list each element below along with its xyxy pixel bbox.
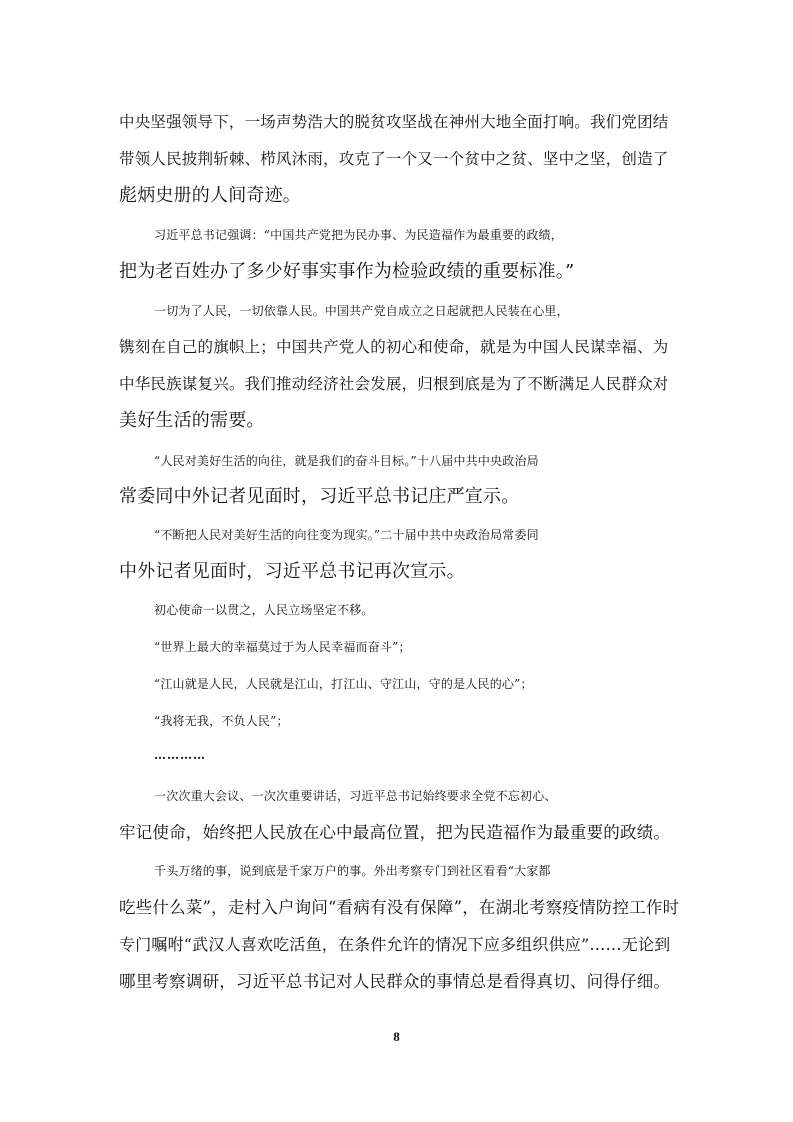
- text-line: 美好生活的需要。: [119, 410, 265, 431]
- text-line: 带领人民披荆斩棘、栉风沐雨，攻克了一个又一个贫中之贫、坚中之坚，创造了: [119, 150, 669, 168]
- text-line: 一次次重大会议、一次次重要讲话，习近平总书记始终要求全党不忘初心、: [154, 789, 557, 803]
- text-line: “世界上最大的幸福莫过于为人民幸福而奋斗”；: [154, 640, 411, 654]
- text-line: “不断把人民对美好生活的向往变为现实。”二十届中共中央政治局常委同: [154, 528, 539, 542]
- text-line: 一切为了人民，一切依靠人民。中国共产党自成立之日起就把人民装在心里，: [154, 304, 569, 318]
- text-line: 中外记者见面时，习近平总书记再次宣示。: [119, 561, 465, 582]
- text-line: “江山就是人民，人民就是江山，打江山、守江山，守的是人民的心”；: [154, 677, 533, 691]
- text-line: 彪炳史册的人间奇迹。: [119, 185, 301, 206]
- text-line: 镌刻在自己的旗帜上；中国共产党人的初心和使命，就是为中国人民谋幸福、为: [119, 338, 669, 356]
- text-line: 初心使命一以贯之，人民立场坚定不移。: [154, 603, 374, 617]
- text-line: 中央坚强领导下，一场声势浩大的脱贫攻坚战在神州大地全面打响。我们党团结: [119, 113, 669, 131]
- text-line: 千头万绪的事，说到底是千家万户的事。外出考察专门到社区看看“大家都: [154, 864, 551, 878]
- text-line: 习近平总书记强调：“中国共产党把为民办事、为民造福作为最重要的政绩，: [154, 228, 563, 242]
- text-line: “我将无我，不负人民”；: [154, 714, 289, 728]
- text-line: 牢记使命，始终把人民放在心中最高位置，把为民造福作为最重要的政绩。: [119, 823, 671, 842]
- text-line: 常委同中外记者见面时，习近平总书记庄严宣示。: [119, 486, 520, 507]
- text-line: 吃些什么菜”，走村入户询问“看病有没有保障”，在湖北考察疫情防控工作时: [119, 898, 680, 917]
- text-line: “人民对美好生活的向往，就是我们的奋斗目标。”十八届中共中央政治局: [154, 454, 539, 468]
- text-line: 专门嘱咐“武汉人喜欢吃活鱼，在条件允许的情况下应多组织供应”……无论到: [119, 935, 671, 954]
- text-line: 哪里考察调研，习近平总书记对人民群众的事情总是看得真切、问得仔细。: [119, 972, 671, 991]
- page-number: 8: [393, 1029, 400, 1044]
- ellipsis-line: …………: [154, 748, 206, 762]
- text-line: 中华民族谋复兴。我们推动经济社会发展，归根到底是为了不断满足人民群众对: [119, 375, 669, 393]
- text-line: 把为老百姓办了多少好事实事作为检验政绩的重要标准。”: [119, 261, 575, 282]
